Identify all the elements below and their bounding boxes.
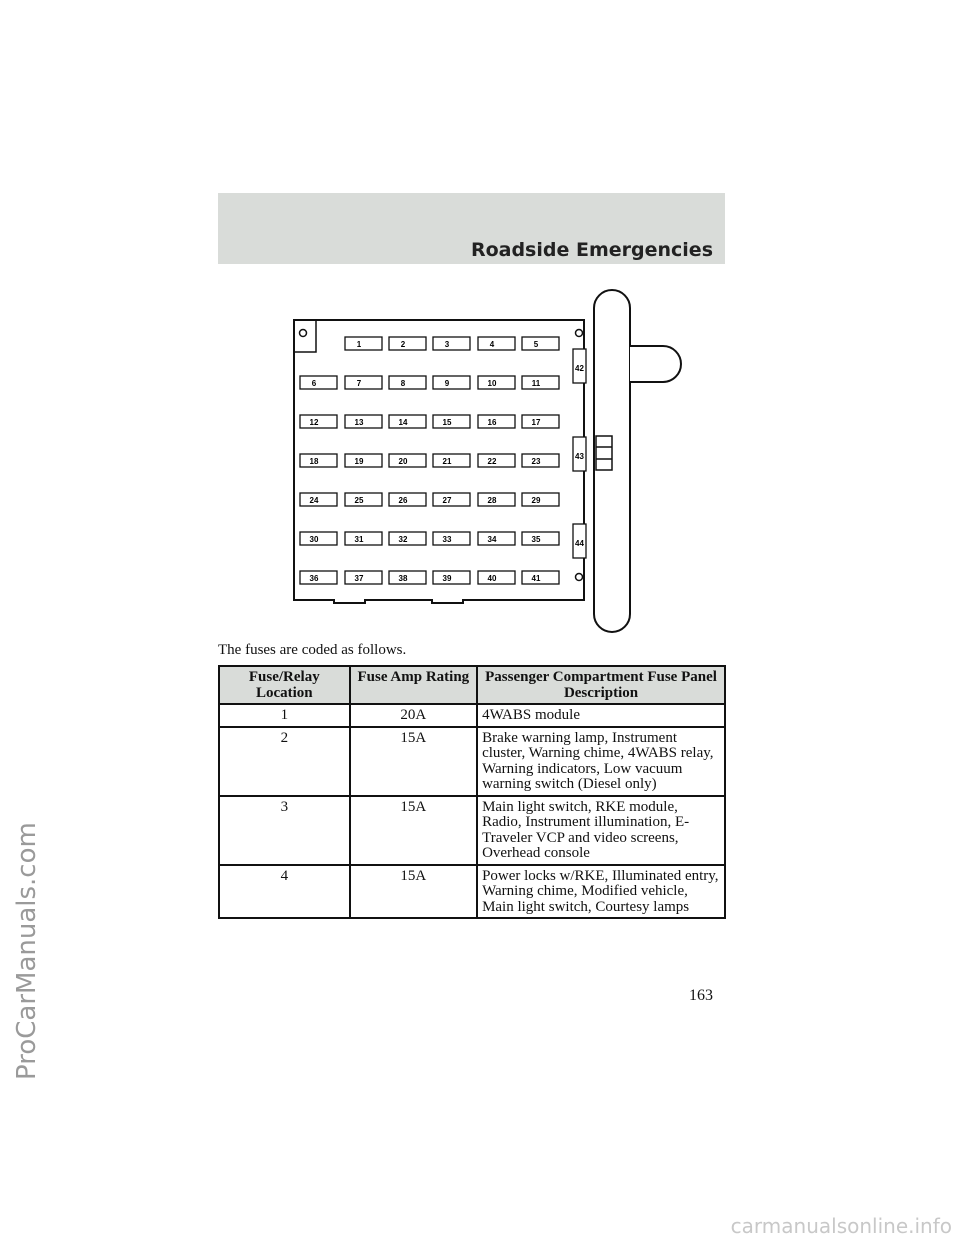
svg-text:29: 29	[531, 496, 541, 505]
fuse-8	[389, 376, 426, 389]
table-row	[219, 727, 725, 796]
fuse-31	[345, 532, 382, 545]
fuse-35	[522, 532, 559, 545]
mounting-hole	[576, 574, 583, 581]
svg-text:3: 3	[444, 340, 450, 349]
svg-text:32: 32	[398, 535, 408, 544]
footer-url: carmanualsonline.info	[730, 1214, 952, 1238]
cell-rating: 15A	[350, 727, 477, 796]
connector-block	[596, 436, 612, 470]
svg-text:24: 24	[309, 496, 319, 505]
svg-text:6: 6	[311, 379, 317, 388]
cell-location: 4	[219, 865, 350, 919]
svg-text:26: 26	[398, 496, 408, 505]
fuse-29	[522, 493, 559, 506]
svg-text:36: 36	[309, 574, 319, 583]
fuse-24	[300, 493, 337, 506]
cell-description: Brake warning lamp, Instrument cluster, Warning chime, 4WABS relay, Warning indicators, Low vacuum warning switch (Diesel only)	[477, 727, 725, 796]
svg-text:10: 10	[487, 379, 497, 388]
fuse-12	[300, 415, 337, 428]
table-header-row	[219, 666, 725, 704]
svg-text:23: 23	[531, 457, 541, 466]
svg-text:30: 30	[309, 535, 319, 544]
svg-text:1: 1	[356, 340, 362, 349]
fuse-22	[478, 454, 515, 467]
cell-location: 2	[219, 727, 350, 796]
fuse-39	[433, 571, 470, 584]
fuse-23	[522, 454, 559, 467]
cell-description: Power locks w/RKE, Illuminated entry, Warning chime, Modified vehicle, Main light switch, Courtesy lamps	[477, 865, 725, 919]
svg-text:27: 27	[442, 496, 452, 505]
svg-text:5: 5	[533, 340, 539, 349]
header-rating: Fuse Amp Rating	[350, 666, 477, 704]
svg-text:40: 40	[487, 574, 497, 583]
svg-text:39: 39	[442, 574, 452, 583]
svg-text:38: 38	[398, 574, 408, 583]
table-row	[219, 704, 725, 727]
fuse-18	[300, 454, 337, 467]
fuse-11	[522, 376, 559, 389]
cell-rating: 15A	[350, 796, 477, 865]
svg-text:12: 12	[309, 418, 319, 427]
fuse-26	[389, 493, 426, 506]
fuse-17	[522, 415, 559, 428]
svg-text:42: 42	[575, 364, 584, 373]
panel-side-handle	[630, 346, 681, 382]
header-location: Fuse/Relay Location	[219, 666, 350, 704]
fuse-3	[433, 337, 470, 350]
header-description: Passenger Compartment Fuse Panel Description	[477, 666, 725, 704]
svg-text:18: 18	[309, 457, 319, 466]
page-number: 163	[689, 987, 713, 1004]
svg-text:9: 9	[444, 379, 450, 388]
fuse-33	[433, 532, 470, 545]
svg-text:35: 35	[531, 535, 541, 544]
fuse-table	[218, 665, 726, 919]
relay-42	[573, 349, 586, 383]
svg-text:33: 33	[442, 535, 452, 544]
fuse-25	[345, 493, 382, 506]
svg-text:31: 31	[354, 535, 364, 544]
svg-text:2: 2	[400, 340, 406, 349]
fuse-20	[389, 454, 426, 467]
svg-text:25: 25	[354, 496, 364, 505]
fuse-13	[345, 415, 382, 428]
svg-text:34: 34	[487, 535, 497, 544]
intro-text: The fuses are coded as follows.	[218, 642, 407, 658]
svg-text:20: 20	[398, 457, 408, 466]
svg-text:16: 16	[487, 418, 497, 427]
fuse-6	[300, 376, 337, 389]
svg-text:22: 22	[487, 457, 497, 466]
watermark: ProCarManuals.com	[12, 822, 42, 1080]
svg-text:19: 19	[354, 457, 364, 466]
svg-text:7: 7	[356, 379, 362, 388]
cell-description: Main light switch, RKE module, Radio, Instrument illumination, E-Traveler VCP and video screens, Overhead console	[477, 796, 725, 865]
svg-text:37: 37	[354, 574, 364, 583]
fuse-28	[478, 493, 515, 506]
svg-text:15: 15	[442, 418, 452, 427]
fuse-2	[389, 337, 426, 350]
fuse-15	[433, 415, 470, 428]
svg-text:17: 17	[531, 418, 541, 427]
relay-44	[573, 524, 586, 558]
fuse-34	[478, 532, 515, 545]
fuse-7	[345, 376, 382, 389]
mounting-hole	[576, 330, 583, 337]
svg-text:14: 14	[398, 418, 408, 427]
fuse-30	[300, 532, 337, 545]
table-row	[219, 796, 725, 865]
fuse-5	[522, 337, 559, 350]
fuse-10	[478, 376, 515, 389]
fuse-21	[433, 454, 470, 467]
svg-text:28: 28	[487, 496, 497, 505]
fuse-1	[345, 337, 382, 350]
svg-text:8: 8	[400, 379, 406, 388]
cell-location: 3	[219, 796, 350, 865]
fuse-40	[478, 571, 515, 584]
section-title: Roadside Emergencies	[470, 239, 713, 261]
cell-rating: 15A	[350, 865, 477, 919]
fuse-27	[433, 493, 470, 506]
fuse-4	[478, 337, 515, 350]
table-row	[219, 865, 725, 919]
fuse-36	[300, 571, 337, 584]
svg-text:44: 44	[575, 539, 584, 548]
fuse-16	[478, 415, 515, 428]
section-header-band	[218, 193, 725, 264]
cell-description: 4WABS module	[477, 704, 725, 727]
svg-text:21: 21	[442, 457, 452, 466]
fuse-37	[345, 571, 382, 584]
relay-43	[573, 437, 586, 471]
svg-text:4: 4	[489, 340, 495, 349]
svg-text:43: 43	[575, 452, 584, 461]
fuse-41	[522, 571, 559, 584]
cell-rating: 20A	[350, 704, 477, 727]
mounting-hole	[300, 330, 307, 337]
svg-text:13: 13	[354, 418, 364, 427]
svg-text:11: 11	[531, 379, 541, 388]
fuse-38	[389, 571, 426, 584]
svg-text:41: 41	[531, 574, 541, 583]
fuse-14	[389, 415, 426, 428]
fuse-9	[433, 376, 470, 389]
cell-location: 1	[219, 704, 350, 727]
fuse-panel-diagram	[288, 288, 688, 638]
fuse-32	[389, 532, 426, 545]
fuse-19	[345, 454, 382, 467]
